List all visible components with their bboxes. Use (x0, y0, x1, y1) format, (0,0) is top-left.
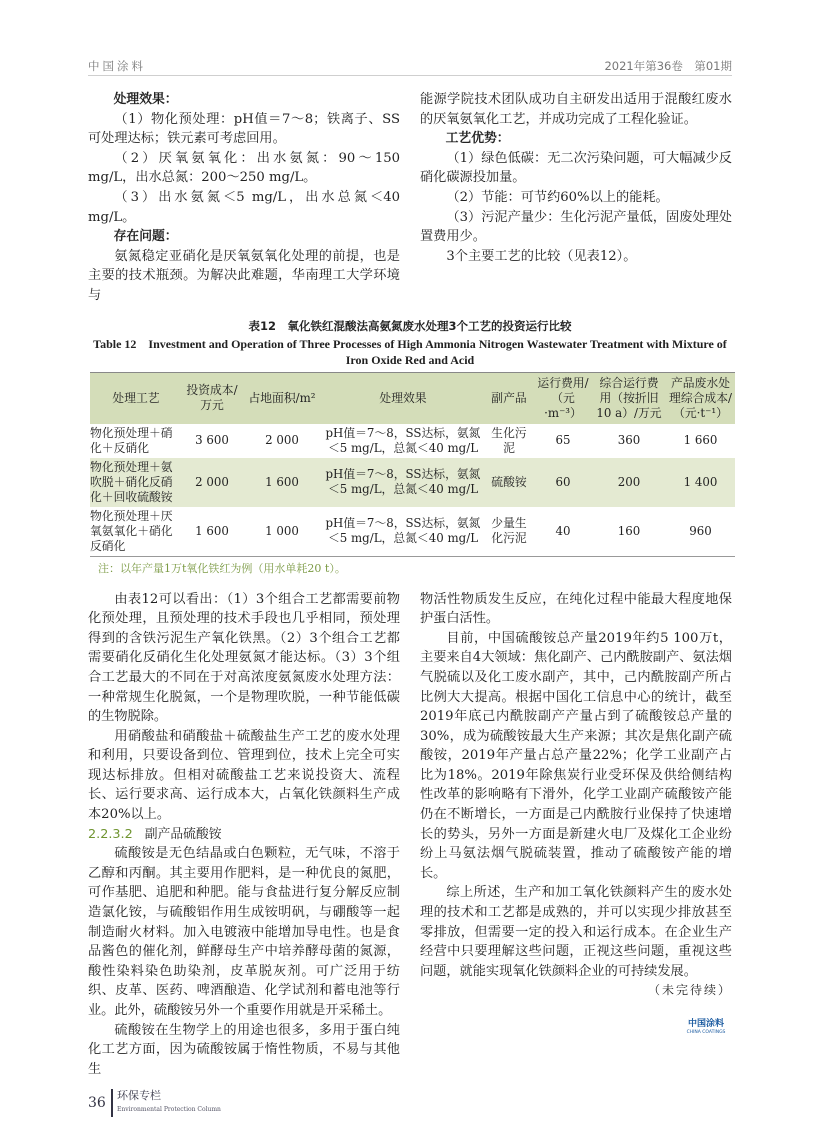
column-header: 处理工艺 (112, 390, 160, 405)
table-cell: 1 000 (265, 523, 299, 538)
footer-divider (111, 1089, 113, 1117)
paragraph: 能源学院技术团队成功自主研发出适用于混酸红废水的厌氧氨氧化工艺，并成功完成了工程化验证。 (420, 92, 732, 127)
subheading: 存在问题： (113, 229, 178, 245)
table-note: 注：以年产量1万t氧化铁红为例（用水单耗20 t）。 (98, 561, 346, 575)
column-header: 处理效果 (379, 390, 427, 405)
paragraph: 物活性物质发生反应，在纯化过程中能最大程度地保护蛋白活性。 (420, 591, 732, 627)
paragraph: 目前，中国硫酸铵总产量2019年约5 100万t，主要来自4大领域：焦化副产、己内酰胺副产、氨法烟气脱硫以及化工废水副产，其中，己内酰胺副产所占比例大大提高。根据中国化工信息中心的统计，截至2019年底己内酰胺副产产量占到了硫酸铵总产量的30%，成为硫酸铵最大生产来源；其次是焦化副产硫酸铵，2019年产量占总产量22%；化学工业副产占比为18%。2019年除焦炭行业受环保及供给侧结构性改革的影响略有下滑外，化学工业副产硫酸铵产能仍在不断增长，一方面是己内酰胺行业保持了快速增长的势头，另外一方面是新建火电厂及煤化工企业纷纷上马氨法烟气脱硫装置，推动了硫酸铵产能的增长。 (420, 630, 732, 881)
paragraph: 硫酸铵是无色结晶或白色颗粒，无气味，不溶于乙醇和丙酮。其主要用作肥料，是一种优良的氮肥，可作基肥、追肥和种肥。能与食盐进行复分解反应制造氯化铵，与硫酸铝作用生成铵明矾，与硼酸等一起制造耐火材料。加入电镀液中能增加导电性。也是食品酱色的催化剂，鲜酵母生产中培养酵母菌的氮源，酸性染料染色助染剂，皮革脱灰剂。可广泛用于纺织、皮革、医药、啤酒酿造、化学试剂和蓄电池等行业。此外，硫酸铵另外一个重要作用就是开采稀土。 (88, 846, 400, 1018)
column-header: 综合运行费用（按折旧10 a）/万元 (596, 375, 662, 420)
paragraph: （3）污泥产量少：生化污泥产量低，固废处理处置费用少。 (420, 209, 732, 245)
paragraph: （1）物化预处理：pH值＝7～8；铁离子、SS可处理达标；铁元素可考虑回用。 (88, 111, 400, 147)
subheading: 处理效果： (113, 92, 178, 107)
table-cell: 360 (617, 433, 641, 448)
table-cell: 160 (617, 523, 641, 538)
table-header-row (90, 372, 735, 424)
paragraph: 由表12可以看出：（1）3个组合工艺都需要前物化预处理，且预处理的技术手段也几乎相同，预处理得到的含铁污泥生产氧化铁黑。（2）3个组合工艺都需要硝化反硝化生化处理氨氮才能达标。（3）3个组合工艺最大的不同在于对高浓度氨氮废水处理方法：一种常规生化脱氮，一个是物理吹脱，一种节能低碳的生物脱除。 (88, 591, 400, 725)
paragraph: 用硝酸盐和硝酸盐＋硫酸盐生产工艺的废水处理和利用，只要设备到位、管理到位，技术上完全可实现达标排放。但相对硫酸盐工艺来说投资大、流程长、运行要求高、运行成本大，占氧化铁颜料生产成本20%以上。 (88, 728, 400, 823)
column-left-bottom (88, 590, 400, 1080)
table-cell: 物化预处理＋硝化＋反硝化 (90, 425, 173, 455)
table-cell: 少量生化污泥 (491, 516, 527, 546)
column-header: 副产品 (491, 390, 527, 405)
table-cell: pH值＝7～8，SS达标，氨氮＜5 mg/L，总氮＜40 mg/L (325, 467, 481, 497)
table-cell: 1 600 (265, 474, 299, 489)
running-header (88, 58, 732, 76)
section-heading (88, 825, 400, 845)
table-cell: 硫酸铵 (491, 474, 527, 489)
china-coatings-logo (680, 1019, 732, 1036)
column-right-bottom-wrap (420, 590, 732, 1036)
page-number: 36 (88, 1095, 106, 1112)
table-cell: 2 000 (195, 474, 229, 489)
table-cell: 物化预处理＋厌氧氨氧化＋硝化反硝化 (90, 508, 173, 553)
journal-name: 中国涂料 (88, 59, 146, 73)
paragraph: 3个主要工艺的比较（见表12）。 (446, 248, 637, 264)
subheading: 工艺优势： (445, 131, 510, 147)
table-cell: 1 600 (195, 523, 229, 538)
top-columns (88, 90, 732, 306)
issue-info: 2021年第36卷 第01期 (604, 59, 732, 73)
table-row (90, 458, 735, 507)
table-cell: 65 (555, 433, 571, 448)
column-header: 投资成本/万元 (186, 383, 238, 413)
section-number: 2.2.3.2 (88, 826, 133, 842)
column-right-top (420, 90, 732, 266)
paragraph: （2）厌氧氨氧化：出水氨氮：90～150 mg/L，出水总氮：200～250 mg/L。 (88, 150, 400, 186)
table-row (90, 507, 735, 557)
comparison-table (90, 372, 735, 557)
paragraph: 综上所述，生产和加工氧化铁颜料产生的废水处理的技术和工艺都是成熟的，并可以实现少排放甚至零排放，但需要一定的投入和运行成本。在企业生产经营中只要理解这些问题，正视这些问题，重视这些问题，就能实现氧化铁颜料企业的可持续发展。 (420, 885, 732, 979)
page-footer (88, 1089, 388, 1119)
table-cell: 200 (617, 474, 641, 489)
table-cell: 1 400 (683, 474, 718, 489)
column-name-en: Environmental Protection Column (117, 1106, 221, 1114)
column-header: 运行费用/（元·m⁻³） (537, 375, 589, 420)
paragraph: 氨氮稳定亚硝化是厌氧氨氧化处理的前提，也是主要的技术瓶颈。为解决此难题，华南理工大学环境与 (88, 248, 400, 303)
logo-en: CHINA COATINGS (686, 1030, 726, 1035)
column-name-cn: 环保专栏 (117, 1089, 161, 1103)
paragraph: 硫酸铵在生物学上的用途也很多，多用于蛋白纯化工艺方面，因为硫酸铵属于惰性物质，不易与其他生 (88, 1022, 400, 1077)
table-cell: 1 660 (683, 433, 718, 448)
column-left-top (88, 90, 400, 306)
table-cell: 2 000 (265, 433, 299, 448)
table-cell: 960 (689, 523, 712, 538)
table-cell: 生化污泥 (491, 425, 527, 455)
logo-cn: 中国涂料 (687, 1019, 724, 1029)
column-header: 产品废水处理综合成本/（元·t⁻¹） (669, 375, 732, 420)
table-cell: 60 (555, 474, 571, 489)
paragraph: （3）出水氨氮＜5 mg/L，出水总氮＜40 mg/L。 (88, 189, 400, 225)
to-be-continued: （未完待续） (647, 983, 732, 998)
table-cell: pH值＝7～8，SS达标，氨氮＜5 mg/L，总氮＜40 mg/L (325, 516, 481, 546)
column-header: 占地面积/m² (248, 390, 316, 405)
paragraph: （2）节能：可节约60%以上的能耗。 (446, 189, 669, 205)
table-cell: 3 600 (195, 433, 229, 448)
table-caption-en: Table 12 Investment and Operation of Three Processes of High Ammonia Nitrogen Wastewater Treatment with Mixture of Iron Oxide Red and Acid (93, 336, 727, 367)
column-right-bottom (420, 590, 732, 1001)
bottom-columns (88, 590, 732, 1080)
section-title: 副产品硫酸铵 (144, 826, 222, 842)
paragraph: （1）绿色低碳：无二次污染问题，可大幅减少反硝化碳源投加量。 (420, 150, 732, 186)
table-cell: 40 (555, 523, 571, 538)
table-row (90, 424, 735, 458)
table-cell: pH值＝7～8，SS达标，氨氮＜5 mg/L，总氮＜40 mg/L (325, 425, 481, 455)
table-caption-cn: 表12 氧化铁红混酸法高氨氮废水处理3个工艺的投资运行比较 (248, 318, 572, 333)
table-cell: 物化预处理＋氨吹脱＋硝化反硝化＋回收硫酸铵 (90, 459, 173, 504)
